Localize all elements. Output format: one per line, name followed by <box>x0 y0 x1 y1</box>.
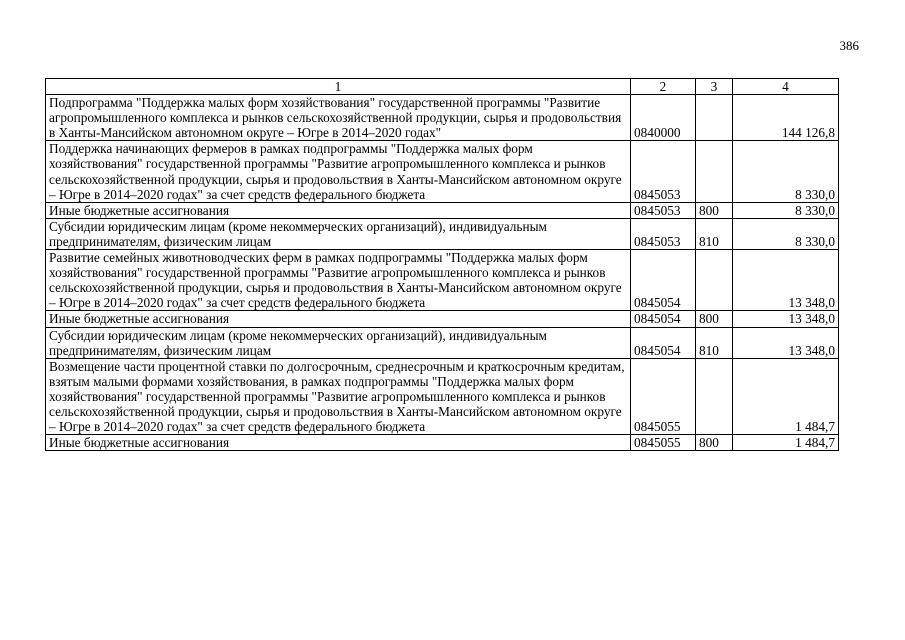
row-name: Подпрограмма "Поддержка малых форм хозяйствования" государственной программы "Развитие агропромышленного комплекса и рынков сельскохозяйственной продукции, сырья и продовольствия в Ханты-Мансийском автономном округе – Югре в 2014–2020 годах" <box>46 95 631 141</box>
row-type: 810 <box>696 327 733 358</box>
row-type: 800 <box>696 311 733 327</box>
row-name: Субсидии юридическим лицам (кроме некоммерческих организаций), индивидуальным предпринимателям, физическим лицам <box>46 327 631 358</box>
row-type: 800 <box>696 435 733 451</box>
row-amount: 144 126,8 <box>733 95 839 141</box>
column-header-1: 1 <box>46 79 631 95</box>
row-amount: 8 330,0 <box>733 202 839 218</box>
column-header-4: 4 <box>733 79 839 95</box>
row-code: 0845054 <box>631 311 696 327</box>
table-row <box>46 95 839 141</box>
row-amount: 13 348,0 <box>733 250 839 311</box>
row-amount: 1 484,7 <box>733 358 839 434</box>
table-row <box>46 218 839 249</box>
budget-table <box>45 78 839 451</box>
row-name: Иные бюджетные ассигнования <box>46 311 631 327</box>
row-name: Иные бюджетные ассигнования <box>46 435 631 451</box>
row-amount: 13 348,0 <box>733 327 839 358</box>
row-code: 0845053 <box>631 202 696 218</box>
row-code: 0845053 <box>631 141 696 202</box>
column-header-3: 3 <box>696 79 733 95</box>
row-amount: 8 330,0 <box>733 141 839 202</box>
row-name: Поддержка начинающих фермеров в рамках подпрограммы "Поддержка малых форм хозяйствования" государственной программы "Развитие агропромышленного комплекса и рынков сельскохозяйственной продукции, сырья и продовольствия в Ханты-Мансийском автономном округе – Югре в 2014–2020 годах" за счет средств федерального бюджета <box>46 141 631 202</box>
page-number: 386 <box>839 38 859 53</box>
row-amount: 1 484,7 <box>733 435 839 451</box>
row-code: 0840000 <box>631 95 696 141</box>
table-header-row <box>46 79 839 95</box>
row-name: Возмещение части процентной ставки по долгосрочным, среднесрочным и краткосрочным кредитам, взятым малыми формами хозяйствования, в рамках подпрограммы "Поддержка малых форм хозяйствования" государственной программы "Развитие агропромышленного комплекса и рынков сельскохозяйственной продукции, сырья и продовольствия в Ханты-Мансийском автономном округе – Югре в 2014–2020 годах" за счет средств федерального бюджета <box>46 358 631 434</box>
table-row <box>46 358 839 434</box>
row-code: 0845054 <box>631 250 696 311</box>
row-type <box>696 95 733 141</box>
table-row <box>46 202 839 218</box>
table-row <box>46 141 839 202</box>
row-name: Субсидии юридическим лицам (кроме некоммерческих организаций), индивидуальным предпринимателям, физическим лицам <box>46 218 631 249</box>
row-code: 0845055 <box>631 435 696 451</box>
row-type: 810 <box>696 218 733 249</box>
row-name: Развитие семейных животноводческих ферм в рамках подпрограммы "Поддержка малых форм хозяйствования" государственной программы "Развитие агропромышленного комплекса и рынков сельскохозяйственной продукции, сырья и продовольствия в Ханты-Мансийском автономном округе – Югре в 2014–2020 годах" за счет средств федерального бюджета <box>46 250 631 311</box>
row-amount: 13 348,0 <box>733 311 839 327</box>
row-code: 0845055 <box>631 358 696 434</box>
column-header-2: 2 <box>631 79 696 95</box>
table-row <box>46 311 839 327</box>
table-row <box>46 435 839 451</box>
table-row <box>46 327 839 358</box>
row-code: 0845053 <box>631 218 696 249</box>
table-row <box>46 250 839 311</box>
row-code: 0845054 <box>631 327 696 358</box>
row-type <box>696 141 733 202</box>
row-type <box>696 250 733 311</box>
row-type <box>696 358 733 434</box>
row-amount: 8 330,0 <box>733 218 839 249</box>
row-name: Иные бюджетные ассигнования <box>46 202 631 218</box>
row-type: 800 <box>696 202 733 218</box>
